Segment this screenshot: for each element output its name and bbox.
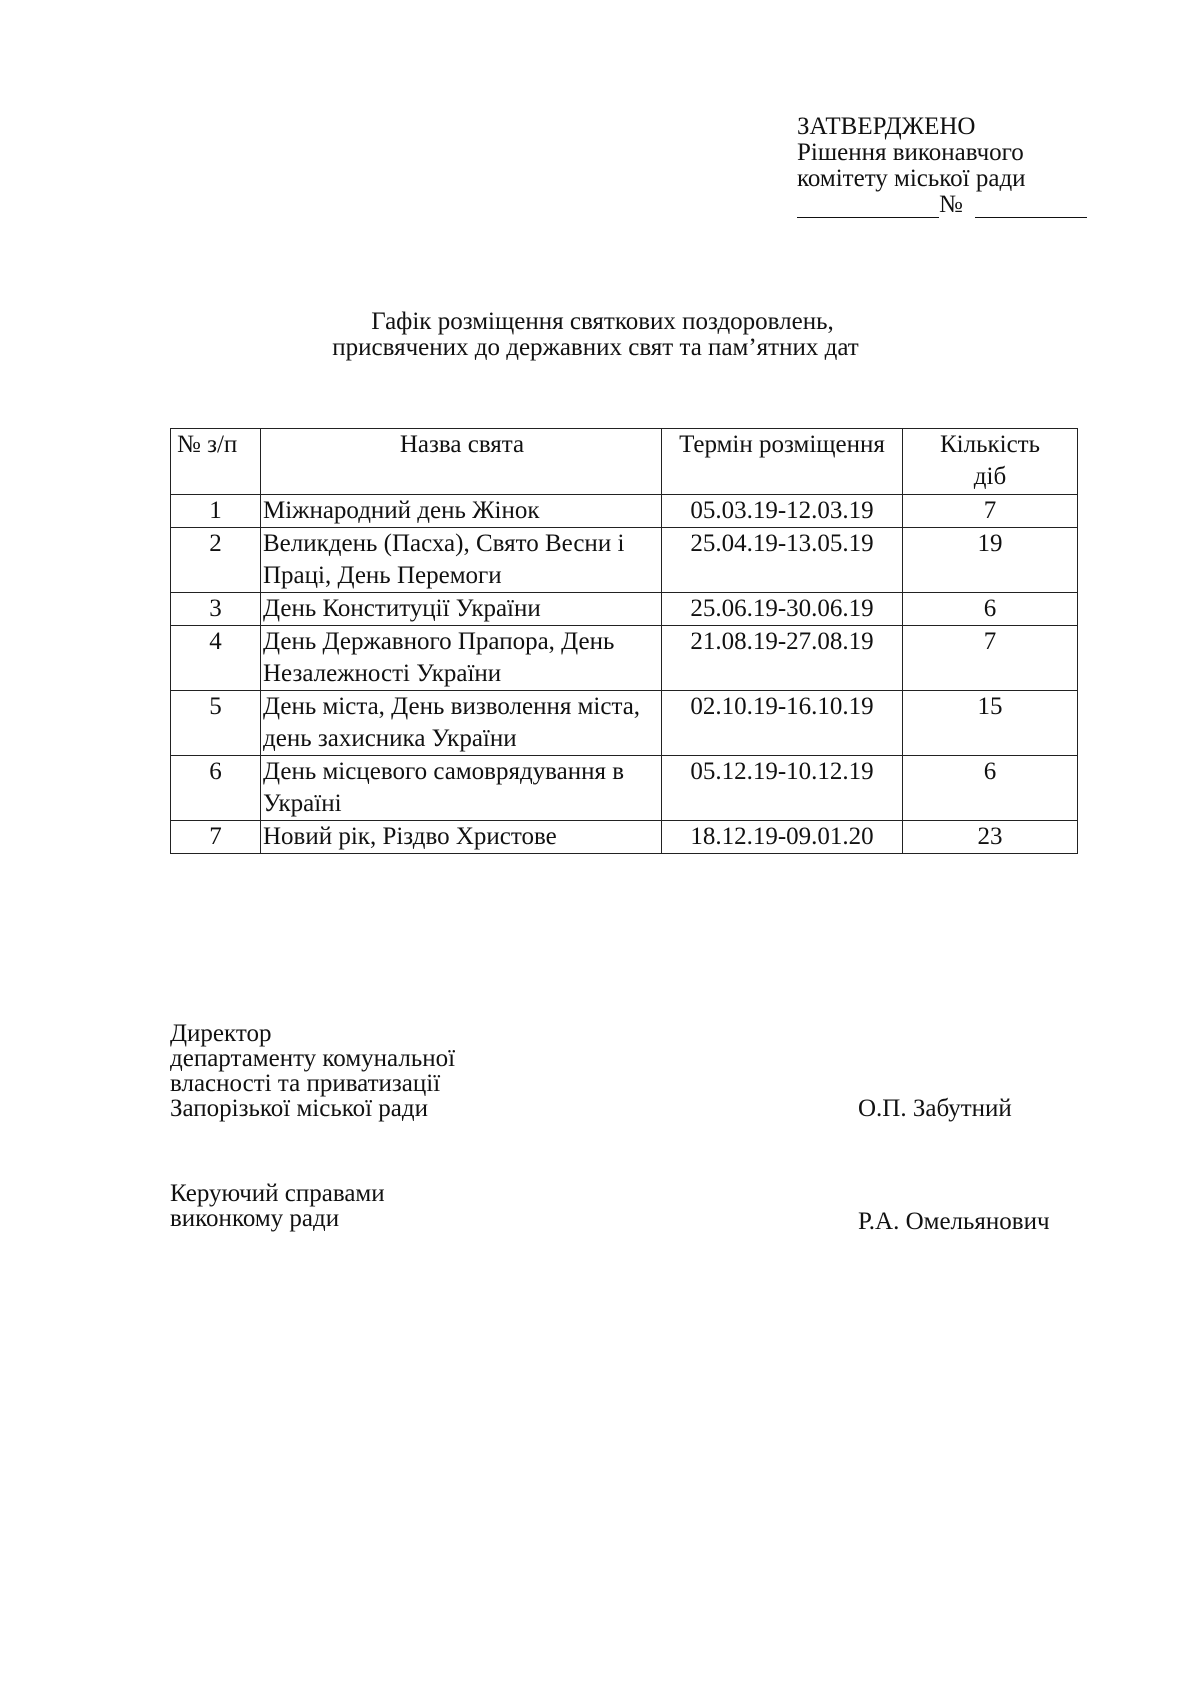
decision-date-blank — [797, 193, 939, 218]
signatory-2-position-line: Керуючий справами — [170, 1180, 385, 1207]
decision-number-blank — [975, 193, 1087, 218]
row-days-count: 15 — [903, 691, 1078, 756]
row-holiday-name: Великдень (Пасха), Свято Весни і Праці, День Перемоги — [261, 528, 662, 593]
document-title — [0, 309, 1191, 361]
approval-line-1: Рішення виконавчого — [797, 139, 1024, 166]
row-holiday-name: День місцевого самоврядування в Україні — [261, 756, 662, 821]
row-holiday-name: День Конституції України — [261, 593, 662, 626]
row-number: 6 — [171, 756, 261, 821]
row-days-count: 7 — [903, 495, 1078, 528]
row-number: 2 — [171, 528, 261, 593]
row-placement-term: 18.12.19-09.01.20 — [662, 821, 903, 854]
header-placement-term: Термін розміщення — [662, 429, 903, 495]
row-days-count: 19 — [903, 528, 1078, 593]
table-row — [171, 821, 1078, 854]
row-number: 5 — [171, 691, 261, 756]
row-placement-term: 25.06.19-30.06.19 — [662, 593, 903, 626]
title-line-1: Гафік розміщення святкових поздоровлень, — [371, 308, 834, 335]
row-number: 4 — [171, 626, 261, 691]
table-row — [171, 626, 1078, 691]
table-row — [171, 756, 1078, 821]
row-placement-term: 21.08.19-27.08.19 — [662, 626, 903, 691]
schedule-table — [170, 428, 1078, 854]
row-placement-term: 02.10.19-16.10.19 — [662, 691, 903, 756]
signatory-1-position — [170, 1021, 455, 1121]
decision-date-number-line — [797, 192, 1087, 218]
row-number: 7 — [171, 821, 261, 854]
approval-line-2: комітету міської ради — [797, 165, 1026, 192]
row-number: 3 — [171, 593, 261, 626]
row-placement-term: 25.04.19-13.05.19 — [662, 528, 903, 593]
table-row — [171, 528, 1078, 593]
row-days-count: 7 — [903, 626, 1078, 691]
signatory-1-position-line: Директор — [170, 1020, 272, 1047]
row-days-count: 23 — [903, 821, 1078, 854]
row-days-count: 6 — [903, 756, 1078, 821]
table-row — [171, 691, 1078, 756]
signatory-2-name: Р.А. Омельянович — [858, 1208, 1050, 1235]
row-holiday-name: День Державного Прапора, День Незалежності України — [261, 626, 662, 691]
row-placement-term: 05.12.19-10.12.19 — [662, 756, 903, 821]
table-row — [171, 495, 1078, 528]
row-holiday-name: День міста, День визволення міста, день захисника України — [261, 691, 662, 756]
signatory-1-position-line: власності та приватизації — [170, 1070, 441, 1097]
header-number: № з/п — [171, 429, 261, 495]
approval-block — [797, 114, 1087, 218]
row-holiday-name: Міжнародний день Жінок — [261, 495, 662, 528]
header-holiday-name: Назва свята — [261, 429, 662, 495]
number-sign: № — [939, 191, 963, 218]
signatory-2-position-line: виконкому ради — [170, 1205, 340, 1232]
row-placement-term: 05.03.19-12.03.19 — [662, 495, 903, 528]
row-number: 1 — [171, 495, 261, 528]
row-holiday-name: Новий рік, Різдво Христове — [261, 821, 662, 854]
signatory-2-position — [170, 1181, 385, 1231]
title-line-2: присвячених до державних свят та пам’ятних дат — [332, 334, 859, 361]
header-days-line-2: діб — [973, 463, 1007, 490]
signatory-1-position-line: Запорізької міської ради — [170, 1095, 428, 1122]
row-days-count: 6 — [903, 593, 1078, 626]
table-header-row — [171, 429, 1078, 495]
header-days-line-1: Кількість — [939, 431, 1040, 458]
header-days-count — [903, 429, 1078, 495]
table-row — [171, 593, 1078, 626]
signatory-1-position-line: департаменту комунальної — [170, 1045, 456, 1072]
approval-stamp: ЗАТВЕРДЖЕНО — [797, 113, 976, 140]
signatory-1-name: О.П. Забутний — [858, 1095, 1012, 1122]
